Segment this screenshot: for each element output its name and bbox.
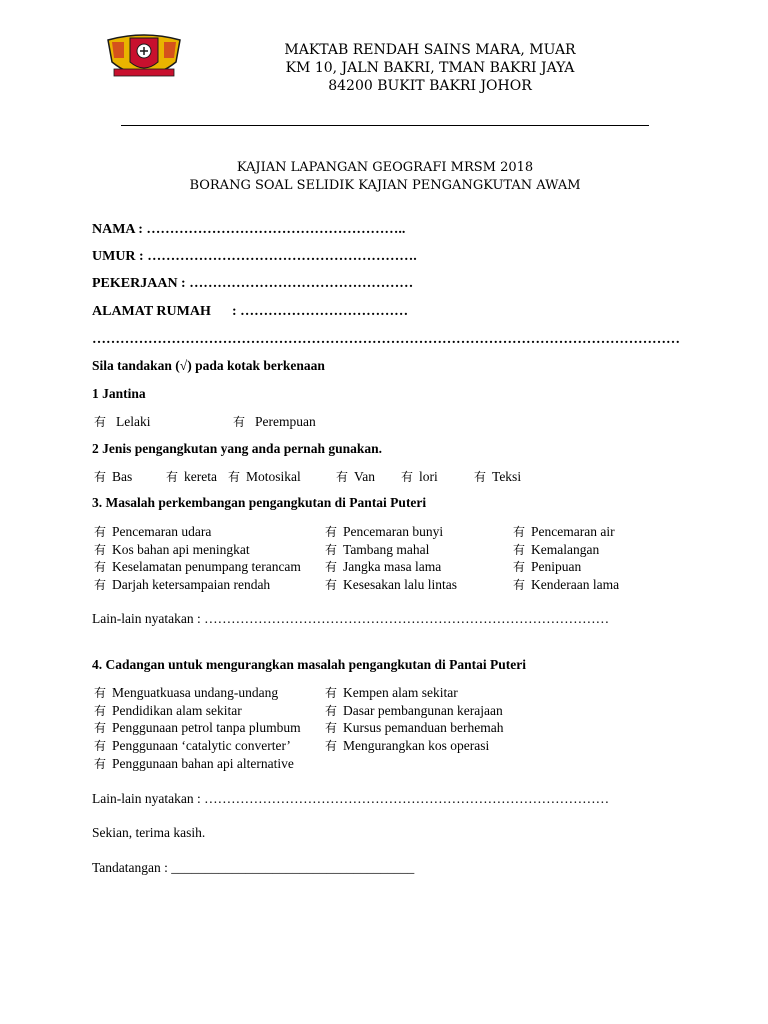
q2-option-lori[interactable]: 有 lori [401, 469, 438, 484]
checkbox-icon[interactable]: 有 [513, 578, 526, 592]
form-subtitle: BORANG SOAL SELIDIK KAJIAN PENGANGKUTAN AWAM [189, 178, 581, 193]
school-address-line-2: 84200 BUKIT BAKRI JOHOR [328, 78, 532, 94]
checkbox-icon[interactable]: 有 [94, 578, 107, 592]
q4-option-kempen[interactable]: 有 Kempen alam sekitar [325, 685, 458, 700]
q2-option-bas[interactable]: 有 Bas [94, 469, 133, 484]
checkbox-icon[interactable]: 有 [401, 470, 414, 484]
address-label: ALAMAT RUMAH [92, 304, 211, 319]
address-field[interactable]: : ……………………………… [232, 304, 409, 319]
form-title: KAJIAN LAPANGAN GEOGRAFI MRSM 2018 [236, 160, 534, 175]
q4-option-bahan-api[interactable]: 有 Penggunaan bahan api alternative [94, 756, 294, 771]
checkbox-icon[interactable]: 有 [513, 525, 526, 539]
checkbox-icon[interactable]: 有 [94, 525, 107, 539]
checkbox-icon[interactable]: 有 [325, 578, 338, 592]
q1-label: 1 Jantina [92, 386, 146, 401]
checkbox-icon[interactable]: 有 [325, 721, 338, 735]
checkbox-icon[interactable]: 有 [325, 560, 338, 574]
q3-option-kesesakan[interactable]: 有 Kesesakan lalu lintas [325, 577, 457, 592]
checkbox-icon[interactable]: 有 [94, 739, 107, 753]
q3-option-kemalangan[interactable]: 有 Kemalangan [513, 542, 600, 557]
occupation-field[interactable]: PEKERJAAN : ………………………………………… [92, 276, 414, 291]
q2-option-motosikal[interactable]: 有 Motosikal [228, 469, 301, 484]
checkbox-icon[interactable]: 有 [94, 470, 107, 484]
age-field[interactable]: UMUR : …………………………………………………. [92, 249, 417, 264]
instruction-text: Sila tandakan (√) pada kotak berkenaan [92, 358, 325, 373]
checkbox-icon[interactable]: 有 [325, 525, 338, 539]
q3-option-pencemaran-air[interactable]: 有 Pencemaran air [513, 524, 615, 539]
q3-option-kos-bahan-api[interactable]: 有 Kos bahan api meningkat [94, 542, 250, 557]
checkbox-icon[interactable]: 有 [513, 543, 526, 557]
q3-option-pencemaran-udara[interactable]: 有 Pencemaran udara [94, 524, 212, 539]
q4-option-petrol[interactable]: 有 Penggunaan petrol tanpa plumbum [94, 720, 301, 735]
checkbox-icon[interactable]: 有 [474, 470, 487, 484]
name-field[interactable]: NAMA : ……………………………………………….. [92, 222, 406, 237]
q3-option-jangka-masa[interactable]: 有 Jangka masa lama [325, 559, 442, 574]
q4-option-pendidikan[interactable]: 有 Pendidikan alam sekitar [94, 703, 242, 718]
header-divider [121, 125, 649, 126]
checkbox-icon[interactable]: 有 [325, 739, 338, 753]
checkbox-icon[interactable]: 有 [233, 415, 246, 429]
address-line-2[interactable]: ……………………………………………………………………………………………………………… [92, 332, 680, 347]
checkbox-icon[interactable]: 有 [94, 757, 107, 771]
checkbox-icon[interactable]: 有 [228, 470, 241, 484]
q4-option-menguatkuasa[interactable]: 有 Menguatkuasa undang-undang [94, 685, 279, 700]
checkbox-icon[interactable]: 有 [94, 560, 107, 574]
school-address-line-1: KM 10, JALN BAKRI, TMAN BAKRI JAYA [285, 60, 575, 76]
q4-option-kos-operasi[interactable]: 有 Mengurangkan kos operasi [325, 738, 490, 753]
q3-option-pencemaran-bunyi[interactable]: 有 Pencemaran bunyi [325, 524, 444, 539]
school-name: MAKTAB RENDAH SAINS MARA, MUAR [284, 42, 576, 58]
signature-field[interactable]: Tandatangan : ____________________________________ [92, 860, 415, 875]
q2-option-teksi[interactable]: 有 Teksi [474, 469, 522, 484]
q2-option-kereta[interactable]: 有 kereta [166, 469, 217, 484]
checkbox-icon[interactable]: 有 [325, 704, 338, 718]
q2-option-van[interactable]: 有 Van [336, 469, 376, 484]
q4-label: 4. Cadangan untuk mengurangkan masalah pengangkutan di Pantai Puteri [92, 657, 526, 672]
q4-other-field[interactable]: Lain-lain nyatakan : ……………………………………………………………………………… [92, 791, 610, 806]
q3-option-kenderaan-lama[interactable]: 有 Kenderaan lama [513, 577, 620, 592]
q3-other-field[interactable]: Lain-lain nyatakan : ……………………………………………………………………………… [92, 611, 610, 626]
checkbox-icon[interactable]: 有 [94, 704, 107, 718]
q3-option-keselamatan[interactable]: 有 Keselamatan penumpang terancam [94, 559, 301, 574]
checkbox-icon[interactable]: 有 [94, 415, 107, 429]
school-crest-icon [104, 32, 184, 84]
checkbox-icon[interactable]: 有 [513, 560, 526, 574]
checkbox-icon[interactable]: 有 [336, 470, 349, 484]
checkbox-icon[interactable]: 有 [94, 721, 107, 735]
q4-option-catalytic[interactable]: 有 Penggunaan ‘catalytic converter’ [94, 738, 291, 753]
q4-option-dasar[interactable]: 有 Dasar pembangunan kerajaan [325, 703, 503, 718]
q1-option-perempuan[interactable]: 有 Perempuan [233, 414, 316, 429]
checkbox-icon[interactable]: 有 [325, 686, 338, 700]
q3-option-penipuan[interactable]: 有 Penipuan [513, 559, 582, 574]
q3-option-darjah[interactable]: 有 Darjah ketersampaian rendah [94, 577, 271, 592]
checkbox-icon[interactable]: 有 [166, 470, 179, 484]
checkbox-icon[interactable]: 有 [94, 686, 107, 700]
closing-text: Sekian, terima kasih. [92, 825, 206, 840]
checkbox-icon[interactable]: 有 [94, 543, 107, 557]
q1-option-lelaki[interactable]: 有 Lelaki [94, 414, 151, 429]
q4-option-kursus[interactable]: 有 Kursus pemanduan berhemah [325, 720, 504, 735]
checkbox-icon[interactable]: 有 [325, 543, 338, 557]
q3-label: 3. Masalah perkembangan pengangkutan di Pantai Puteri [92, 495, 427, 510]
q2-label: 2 Jenis pengangkutan yang anda pernah gunakan. [92, 441, 382, 456]
q3-option-tambang[interactable]: 有 Tambang mahal [325, 542, 430, 557]
